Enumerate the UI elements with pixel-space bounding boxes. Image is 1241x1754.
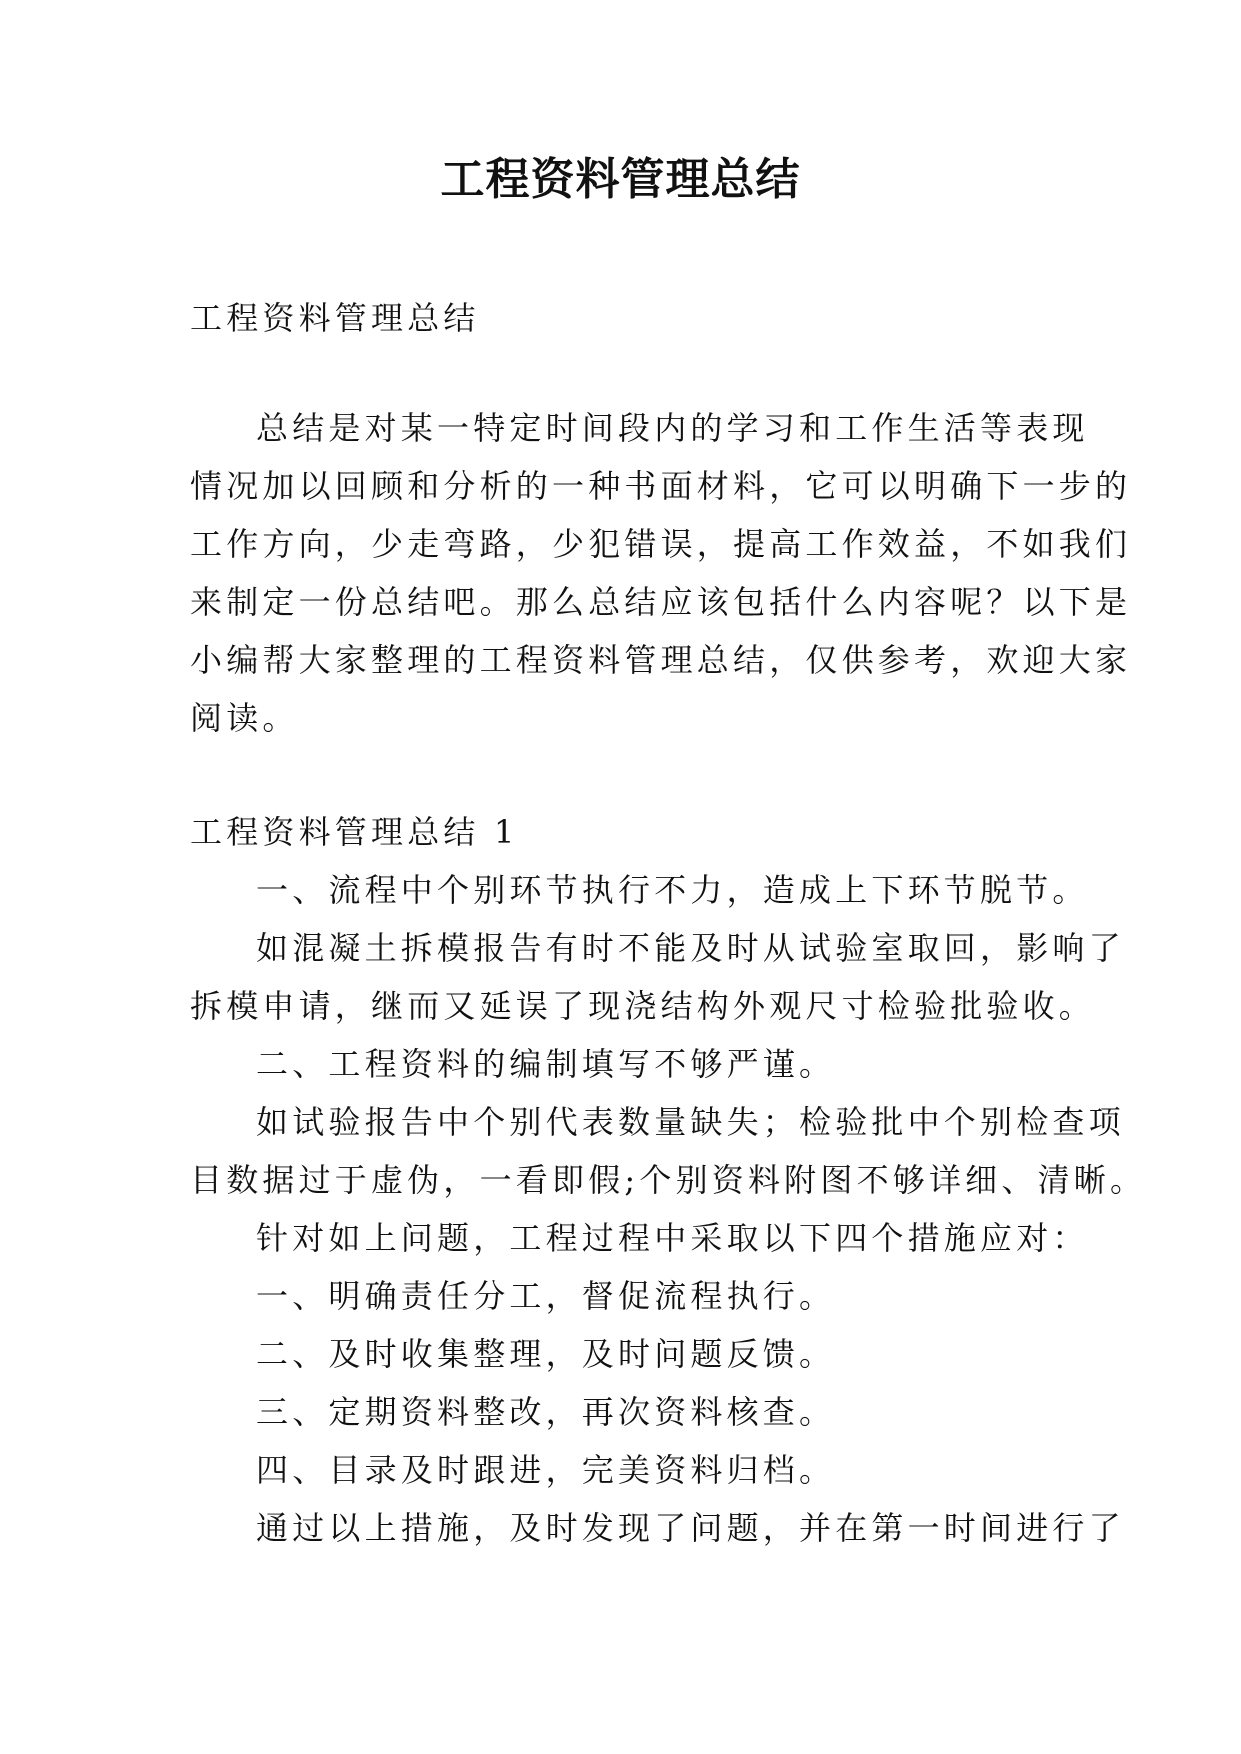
section-line: 拆模申请，继而又延误了现浇结构外观尺寸检验批验收。 <box>190 987 1096 1025</box>
section-line: 如试验报告中个别代表数量缺失；检验批中个别检查项 <box>256 1103 1125 1141</box>
section-line: 一、明确责任分工，督促流程执行。 <box>256 1277 836 1315</box>
section-line: 二、工程资料的编制填写不够严谨。 <box>256 1045 836 1083</box>
section-line: 四、目录及时跟进，完美资料归档。 <box>256 1451 836 1489</box>
section-line: 目数据过于虚伪，一看即假;个别资料附图不够详细、清晰。 <box>190 1161 1147 1199</box>
section-line: 三、定期资料整改，再次资料核查。 <box>256 1393 836 1431</box>
document-subtitle: 工程资料管理总结 <box>190 299 480 337</box>
section-line: 通过以上措施，及时发现了问题，并在第一时间进行了 <box>256 1509 1125 1547</box>
intro-line: 情况加以回顾和分析的一种书面材料，它可以明确下一步的 <box>190 467 1132 505</box>
intro-line: 工作方向，少走弯路，少犯错误，提高工作效益，不如我们 <box>190 525 1132 563</box>
intro-line: 阅读。 <box>190 699 299 737</box>
intro-line: 小编帮大家整理的工程资料管理总结，仅供参考，欢迎大家 <box>190 641 1132 679</box>
section-line: 一、流程中个别环节执行不力，造成上下环节脱节。 <box>256 871 1089 909</box>
section-heading: 工程资料管理总结 1 <box>190 813 519 851</box>
document-title: 工程资料管理总结 <box>440 154 801 205</box>
section-line: 如混凝土拆模报告有时不能及时从试验室取回，影响了 <box>256 929 1125 967</box>
section-line: 二、及时收集整理，及时问题反馈。 <box>256 1335 836 1373</box>
section-line: 针对如上问题，工程过程中采取以下四个措施应对： <box>256 1219 1089 1257</box>
intro-line: 来制定一份总结吧。那么总结应该包括什么内容呢？以下是 <box>190 583 1132 621</box>
intro-line: 总结是对某一特定时间段内的学习和工作生活等表现 <box>256 409 1089 447</box>
